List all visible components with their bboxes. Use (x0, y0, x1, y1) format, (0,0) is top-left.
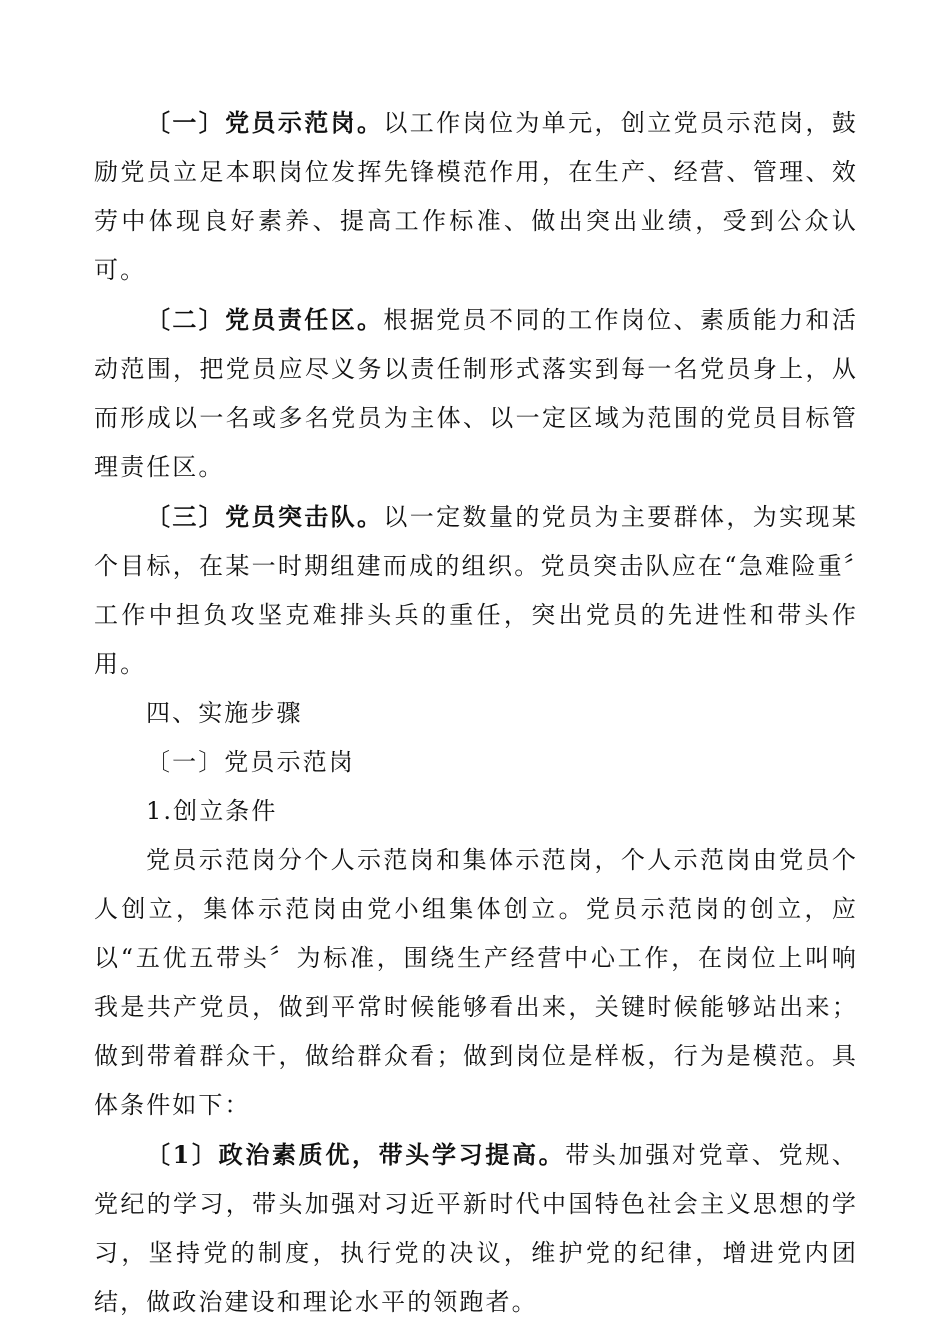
section-body-2: 根据党员不同的工作岗位、素质能力和活动范围，把党员应尽义务以责任制形式落实到每一名党员身上，从而形成以一名或多名党员为主体、以一定区域为范围的党员目标管理责任区。 (94, 306, 858, 481)
section-lead-3: 〔三〕党员突击队。 (146, 502, 384, 531)
section-body-3: 以一定数量的党员为主要群体，为实现某个目标，在某一时期组建而成的组织。党员突击队应在“急难险重〞工作中担负攻坚克难排头兵的重任，突出党员的先进性和带头作用。 (94, 503, 858, 678)
subheading-conditions: 1.创立条件 (146, 797, 278, 825)
section-paragraph-1 (94, 98, 858, 295)
section-paragraph-2 (94, 295, 858, 492)
section-body-1: 以工作岗位为单元，创立党员示范岗，鼓励党员立足本职岗位发挥先锋模范作用，在生产、经营、管理、效劳中体现良好素养、提高工作标准、做出突出业绩，受到公众认可。 (94, 109, 858, 284)
heading-implementation-steps: 四、实施步骤 (146, 699, 303, 727)
conditions-paragraph: 党员示范岗分个人示范岗和集体示范岗，个人示范岗由党员个人创立，集体示范岗由党小组集体创立。党员示范岗的创立，应以“五优五带头〞为标准，围绕生产经营中心工作，在岗位上叫响我是共产党员，做到平常时候能够看出来，关键时候能够站出来；做到带着群众干，做给群众看；做到岗位是样板，行为是模范。具体条件如下： (94, 846, 858, 1119)
subheading-model-post: 〔一〕党员示范岗 (146, 748, 355, 776)
document-page (94, 98, 858, 1327)
item-lead-1: 〔1〕政治素质优，带头学习提高。 (146, 1140, 566, 1169)
item-body-1: 带头加强对党章、党规、党纪的学习，带头加强对习近平新时代中国特色社会主义思想的学习，坚持党的制度，执行党的决议，维护党的纪律，增进党内团结，做政治建设和理论水平的领跑者。 (94, 1141, 858, 1316)
section-lead-1: 〔一〕党员示范岗。 (146, 108, 384, 137)
section-lead-2: 〔二〕党员责任区。 (146, 305, 384, 334)
section-paragraph-3 (94, 492, 858, 689)
item-paragraph-1 (94, 1130, 858, 1327)
